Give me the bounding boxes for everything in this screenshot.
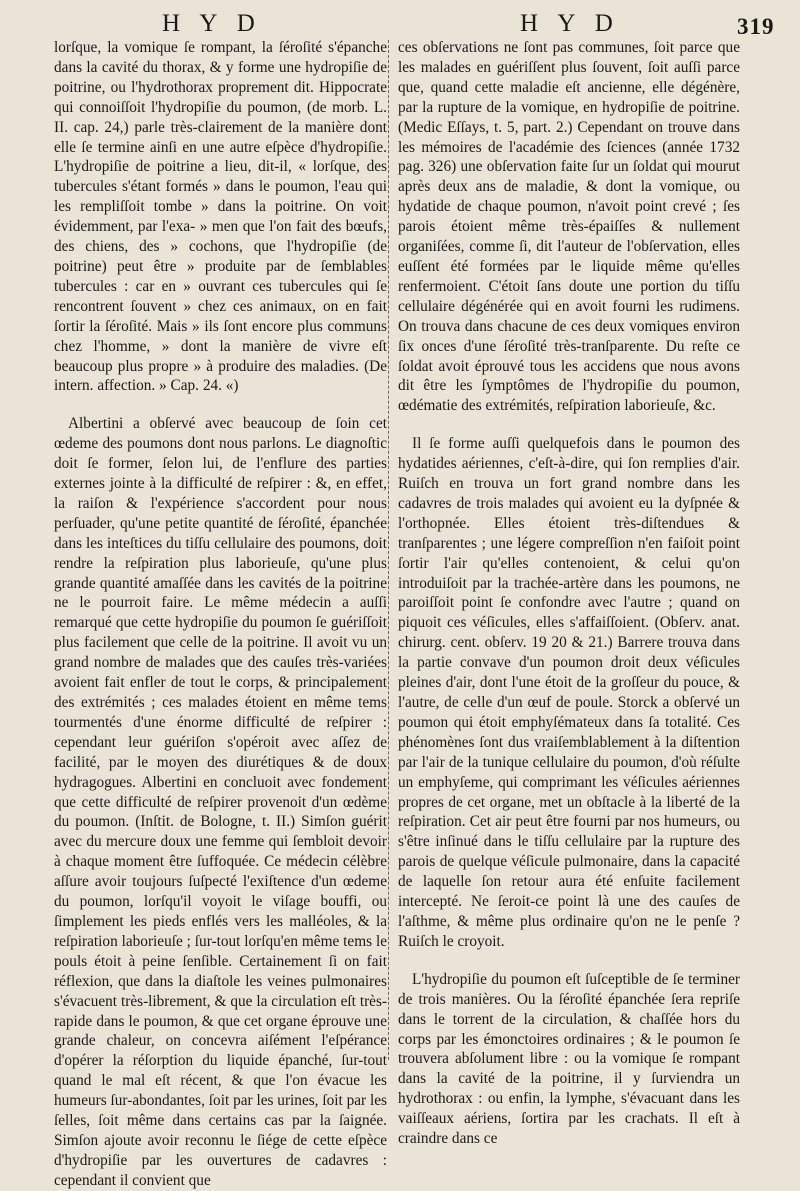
paragraph-right-2: Il ſe forme auſſi quelquefois dans le poumon des hydatides aériennes, c'eſt-à-dire, qui ſon remplies d'air. Ruiſch en trouva un fort grand nombre dans les cadavres de trois malades qui avoient eu la dyſpnée & l'orthopnée. Elles étoient très-diſtendues & tranſparentes ; une légere compreſſion n'en faiſoit point ſortir l'air qu'elles contenoient, & celui qu'on introduiſoit par la trachée-artère dans les poumons, ne paroiſſoit point ſe confondre avec l'autre ; quand on piquoit ces véſicules, elles s'affaiſſoient. (Obſerv. anat. chirurg. cent. obſerv. 19 20 & 21.) Barrere trouva dans la partie convave d'un poumon droit deux véſicules pleines d'air, dont l'une étoit de la groſſeur du pouce, & l'autre, de celle d'un œuf de poule. Storck a obſervé un poumon qui étoit emphyſémateux dans ſa totalité. Ces phénomènes ſont dus vraiſemblablement à la diſtention par l'air de la tunique cellulaire du poumon, d'où réſulte un emphyſeme, qui comprimant les véſicules aériennes propres de cet organe, met un obſtacle à la liberté de la reſpiration. Cet air peut être fourni par nos humeurs, ou s'être inſinué dans le tiſſu cellulaire par la rupture des parois de quelque véſicule pulmonaire, dans la capacité de laquelle ſon retour aura été enſuite facilement intercepté. Ne ſeroit-ce point là une des cauſes de l'aſthme, & même plus ordinaire qu'on ne le penſe ? Ruiſch le croyoit.: [398, 435, 740, 950]
paragraph-left-2: Albertini a obſervé avec beaucoup de ſoin cet œdeme des poumons dont nous parlons. Le diagnoſtic doit ſe former, ſelon lui, de l'enflure des parties externes jointe à la difficulté de reſpirer : &, en effet, la raiſon & l'expérience s'accordent pour nous perſuader, qu'une petite quantité de ſéroſité, épanchée dans les inteſtices du tiſſu cellulaire des poumons, doit rendre la reſpiration plus laborieuſe, qu'une plus grande quantité amaſſée dans les cavités de la poitrine ne le pourroit faire. Le même médecin a auſſi remarqué que cette hydropiſie du poumon ſe guériſſoit plus facilement que celle de la poitrine. Il avoit vu un grand nombre de malades que des cauſes très-variées avoient fait enfler de tout le corps, & principalement des extrémités ; ces malades étoient en même tems tourmentés d'une énorme difficulté de reſpirer : cependant leur guériſon s'opéroit avec aſſez de facilité, par le moyen des diurétiques & de doux hydragogues. Albertini en concluoit avec fondement que cette difficulté de reſpirer provenoit d'un œdème du poumon. (Inſtit. de Bologne, t. II.) Simſon guérit avec du mercure doux une femme qui ſembloit devoir à chaque moment être ſuffoquée. Ce médecin célèbre aſſure avoir toujours ſuſpecté l'exiſtence d'un œdeme du poumon, lorſqu'il voyoit le viſage bouffi, ou ſimplement les pieds enflés vers les malléoles, & la reſpiration laborieuſe ; ſur-tout lorſqu'en même tems le pouls étoit à peine ſenſible. Certainement ſi on fait réflexion, que dans la diaſtole les veines pulmonaires s'évacuent très-librement, & que la circulation eſt très-rapide dans le poumon, & que cet organe éprouve une grande chaleur, on concevra aiſément l'eſpérance d'opérer la réſorption du liquide épanché, ſur-tout quand le mal eſt récent, & que l'on évacue les humeurs ſur-abondantes, ſoit par les urines, ſoit par les ſelles, ſoit même dans certains cas par la ſaignée. Simſon ajoute avoir reconnu le ſiége de cette eſpèce d'hydropiſie par les ouvertures de cadavres : cependant il convient que: [54, 415, 387, 1189]
paragraph-left-1: lorſque, la vomique ſe rompant, la ſéroſité s'épanche dans la cavité du thorax, & y forme une hydropiſie de poitrine, ou l'hydrothorax proprement dit. Hippocrate qui connoiſſoit l'hydropiſie du poumon, (de morb. L. II. cap. 24,) parle très-clairement de la manière dont elle ſe termine ainſi en une autre eſpèce d'hydropiſie. L'hydropiſie de poitrine a lieu, dit-il, « lorſque, des tubercules s'étant formés » dans le poumon, l'eau qui les rempliſſoit tombe » dans la poitrine. On voit évidemment, par l'exa- » men que l'on fait des bœufs, des chiens, des » cochons, que l'hydropiſie (de poitrine) peut être » produite par de ſemblables tubercules : car en » ouvrant ces tubercules qui ſe rencontrent ſouvent » chez ces animaux, on en fait ſortir la ſéroſité. Mais » ils ſont encore plus communs chez l'homme, » dont la manière de vivre eſt beaucoup plus propre » à produire des maladies. (De intern. affection. » Cap. 24. «): [54, 39, 387, 395]
left-column: [54, 38, 387, 1191]
column-divider: [388, 40, 389, 1060]
paragraph-right-3: L'hydropiſie du poumon eſt ſuſceptible de ſe terminer de trois manières. Ou la ſéroſité épanchée ſera repriſe dans le torrent de la circulation, & chaſſée hors du corps par les émonctoires ordinaires ; & le poumon ſe trouvera abſolument libre : ou la vomique ſe rompant dans la cavité de la poitrine, il y ſurviendra un hydrothorax : ou enfin, la lymphe, s'évacuant dans les vaiſſeaux aériens, ſortira par les crachats. Il eſt à craindre dans ce: [398, 970, 740, 1148]
page-number: 319: [737, 14, 775, 39]
paragraph-right-1: ces obſervations ne ſont pas communes, ſoit parce que les malades en guériſſent plus ſouvent, ſoit auſſi parce que, quand cette maladie eſt ancienne, elle dégénère, par la rupture de la vomique, en hydropiſie de poitrine. (Medic Eſſays, t. 5, part. 2.) Cependant on trouve dans les mémoires de l'académie des ſciences (année 1732 pag. 326) une obſervation faite ſur un ſoldat qui mourut après deux ans de maladie, & dont la vomique, ou hydatide de chaque poumon, n'avoit point crevé ; ſes parois étoient même très-épaiſſes & nullement organiſées, comme ſi, dit l'auteur de l'obſervation, elles euſſent été formées par le liquide même qu'elles renfermoient. C'étoit ſans doute une portion du tiſſu cellulaire dégénérée qui en avoit fourni les rudimens. On trouva dans chacune de ces deux vomiques environ ſix onces d'une ſéroſité très-tranſparente. Du reſte ce ſoldat avoit éprouvé tous les accidens que nous avons dit être les ſymptômes de l'hydropiſie du poumon, œdématie des extrémités, reſpiration laborieuſe, &c.: [398, 39, 740, 415]
page-header: [0, 8, 800, 42]
running-head-left: H Y D: [162, 10, 262, 37]
running-head-right: H Y D: [520, 10, 620, 37]
right-column: [398, 38, 740, 1149]
